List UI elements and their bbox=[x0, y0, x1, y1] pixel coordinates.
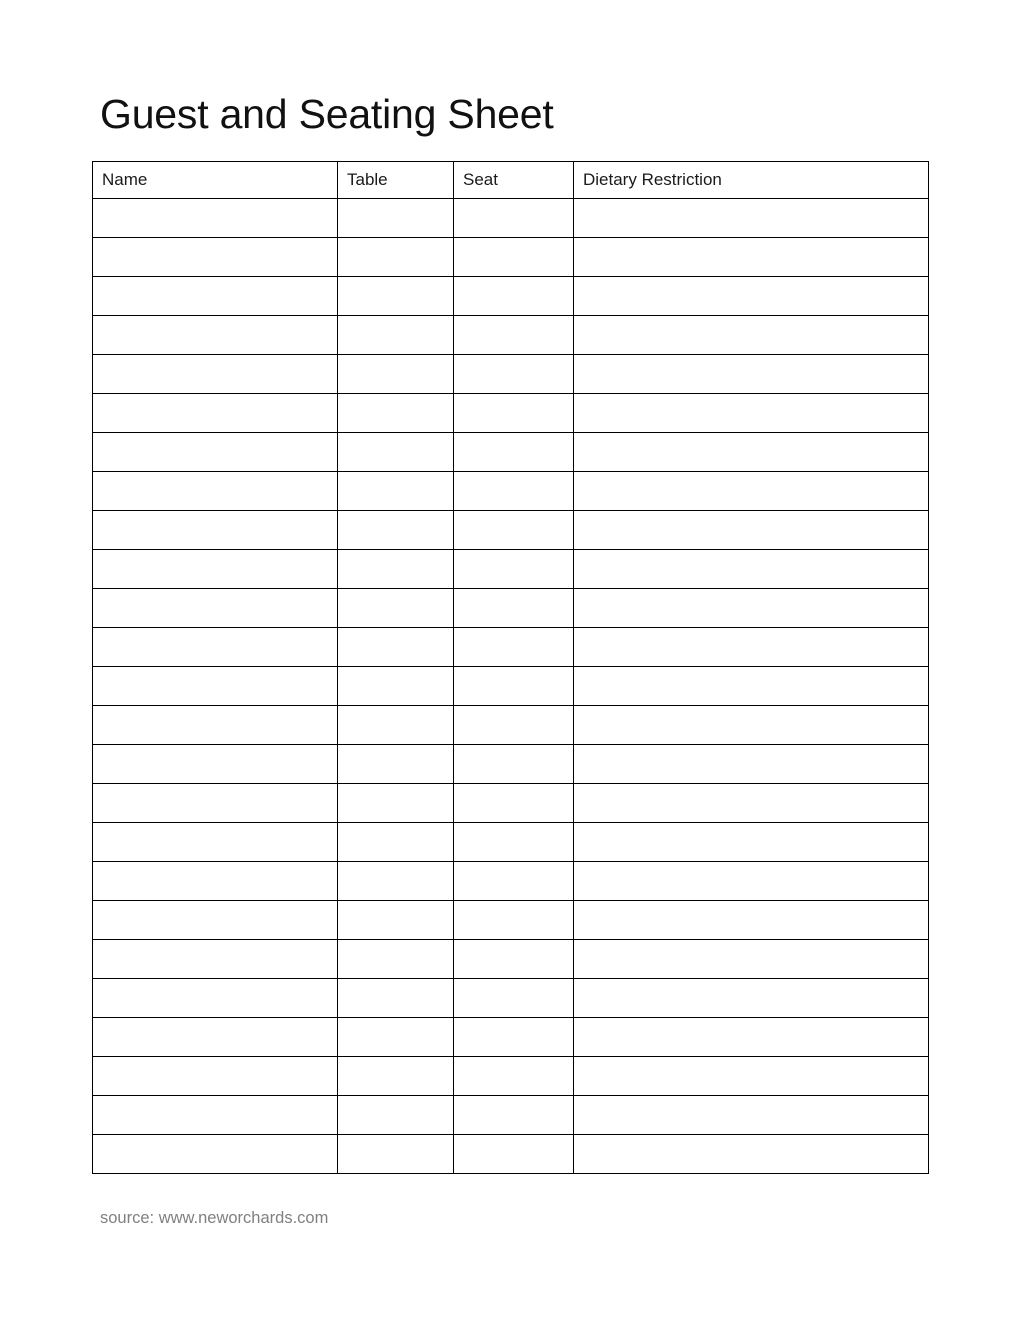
table-cell-dietary-restriction bbox=[574, 901, 929, 940]
table-cell-dietary-restriction bbox=[574, 862, 929, 901]
table-cell-name bbox=[93, 394, 338, 433]
table-cell-dietary-restriction bbox=[574, 277, 929, 316]
table-cell-seat bbox=[454, 589, 574, 628]
column-header-table: Table bbox=[338, 162, 454, 199]
table-cell-dietary-restriction bbox=[574, 979, 929, 1018]
table-cell-name bbox=[93, 979, 338, 1018]
table-cell-table bbox=[338, 394, 454, 433]
table-cell-seat bbox=[454, 1057, 574, 1096]
table-row bbox=[93, 667, 929, 706]
table-row bbox=[93, 862, 929, 901]
table-row bbox=[93, 979, 929, 1018]
table-cell-table bbox=[338, 940, 454, 979]
table-cell-table bbox=[338, 706, 454, 745]
table-cell-seat bbox=[454, 277, 574, 316]
page-title: Guest and Seating Sheet bbox=[100, 91, 554, 137]
table-cell-table bbox=[338, 823, 454, 862]
table-cell-dietary-restriction bbox=[574, 394, 929, 433]
table-cell-table bbox=[338, 667, 454, 706]
table-cell-seat bbox=[454, 1096, 574, 1135]
table-cell-table bbox=[338, 433, 454, 472]
table-cell-seat bbox=[454, 511, 574, 550]
table-cell-table bbox=[338, 238, 454, 277]
table-cell-seat bbox=[454, 901, 574, 940]
table-cell-dietary-restriction bbox=[574, 355, 929, 394]
table-row bbox=[93, 901, 929, 940]
table-cell-table bbox=[338, 199, 454, 238]
table-row bbox=[93, 1018, 929, 1057]
table-cell-table bbox=[338, 901, 454, 940]
table-cell-seat bbox=[454, 394, 574, 433]
table-cell-name bbox=[93, 316, 338, 355]
table-row bbox=[93, 277, 929, 316]
table-cell-dietary-restriction bbox=[574, 199, 929, 238]
table-cell-table bbox=[338, 1057, 454, 1096]
table-cell-name bbox=[93, 784, 338, 823]
table-cell-seat bbox=[454, 862, 574, 901]
table-cell-seat bbox=[454, 823, 574, 862]
table-cell-table bbox=[338, 1096, 454, 1135]
table-cell-seat bbox=[454, 784, 574, 823]
table-cell-table bbox=[338, 1135, 454, 1174]
table-cell-seat bbox=[454, 940, 574, 979]
table-cell-seat bbox=[454, 706, 574, 745]
table-cell-name bbox=[93, 706, 338, 745]
table-cell-dietary-restriction bbox=[574, 823, 929, 862]
table-cell-seat bbox=[454, 472, 574, 511]
table-cell-dietary-restriction bbox=[574, 511, 929, 550]
table-cell-name bbox=[93, 823, 338, 862]
table-cell-table bbox=[338, 745, 454, 784]
table-cell-name bbox=[93, 511, 338, 550]
table-row bbox=[93, 745, 929, 784]
column-header-seat: Seat bbox=[454, 162, 574, 199]
table-cell-dietary-restriction bbox=[574, 745, 929, 784]
table-cell-table bbox=[338, 1018, 454, 1057]
table-row bbox=[93, 1096, 929, 1135]
table-cell-name bbox=[93, 589, 338, 628]
table-cell-seat bbox=[454, 316, 574, 355]
table-cell-name bbox=[93, 901, 338, 940]
table-cell-dietary-restriction bbox=[574, 472, 929, 511]
table-cell-dietary-restriction bbox=[574, 784, 929, 823]
table-cell-table bbox=[338, 511, 454, 550]
table-row bbox=[93, 823, 929, 862]
table-cell-name bbox=[93, 1096, 338, 1135]
table-cell-name bbox=[93, 862, 338, 901]
table-cell-seat bbox=[454, 667, 574, 706]
table-row bbox=[93, 628, 929, 667]
table-cell-dietary-restriction bbox=[574, 550, 929, 589]
table-row bbox=[93, 355, 929, 394]
table-cell-name bbox=[93, 628, 338, 667]
table-row bbox=[93, 511, 929, 550]
table-cell-name bbox=[93, 1057, 338, 1096]
table-cell-name bbox=[93, 940, 338, 979]
table-cell-dietary-restriction bbox=[574, 706, 929, 745]
table-cell-seat bbox=[454, 1135, 574, 1174]
table-cell-table bbox=[338, 472, 454, 511]
table-cell-table bbox=[338, 784, 454, 823]
table-cell-seat bbox=[454, 979, 574, 1018]
table-cell-seat bbox=[454, 355, 574, 394]
table-row bbox=[93, 316, 929, 355]
table-row bbox=[93, 433, 929, 472]
table-cell-name bbox=[93, 199, 338, 238]
table-cell-name bbox=[93, 277, 338, 316]
table-cell-seat bbox=[454, 1018, 574, 1057]
table-row bbox=[93, 472, 929, 511]
table-cell-name bbox=[93, 550, 338, 589]
table-cell-table bbox=[338, 862, 454, 901]
table-cell-name bbox=[93, 745, 338, 784]
table-row bbox=[93, 550, 929, 589]
table-row bbox=[93, 238, 929, 277]
table-row bbox=[93, 706, 929, 745]
table-cell-dietary-restriction bbox=[574, 1135, 929, 1174]
table-cell-seat bbox=[454, 745, 574, 784]
table-cell-dietary-restriction bbox=[574, 316, 929, 355]
column-header-dietary-restriction: Dietary Restriction bbox=[574, 162, 929, 199]
table-cell-seat bbox=[454, 433, 574, 472]
table-cell-dietary-restriction bbox=[574, 238, 929, 277]
table-cell-dietary-restriction bbox=[574, 940, 929, 979]
guest-seating-table bbox=[92, 161, 929, 1174]
table-row bbox=[93, 199, 929, 238]
table-row bbox=[93, 1135, 929, 1174]
column-header-name: Name bbox=[93, 162, 338, 199]
table-cell-name bbox=[93, 667, 338, 706]
table-cell-table bbox=[338, 979, 454, 1018]
table-cell-dietary-restriction bbox=[574, 667, 929, 706]
table-cell-dietary-restriction bbox=[574, 589, 929, 628]
table-cell-dietary-restriction bbox=[574, 628, 929, 667]
table-cell-seat bbox=[454, 550, 574, 589]
table-cell-seat bbox=[454, 199, 574, 238]
table-cell-name bbox=[93, 355, 338, 394]
table-cell-dietary-restriction bbox=[574, 433, 929, 472]
table-row bbox=[93, 784, 929, 823]
table-cell-name bbox=[93, 433, 338, 472]
table-cell-dietary-restriction bbox=[574, 1018, 929, 1057]
table-cell-dietary-restriction bbox=[574, 1057, 929, 1096]
table-header-row bbox=[93, 162, 929, 199]
table-cell-table bbox=[338, 316, 454, 355]
table-cell-table bbox=[338, 628, 454, 667]
table-row bbox=[93, 589, 929, 628]
table-cell-table bbox=[338, 589, 454, 628]
source-note: source: www.neworchards.com bbox=[100, 1209, 329, 1227]
table-cell-name bbox=[93, 472, 338, 511]
table-row bbox=[93, 394, 929, 433]
table-cell-table bbox=[338, 277, 454, 316]
table-cell-name bbox=[93, 1135, 338, 1174]
table-cell-table bbox=[338, 550, 454, 589]
table-cell-seat bbox=[454, 628, 574, 667]
table-row bbox=[93, 1057, 929, 1096]
table-cell-table bbox=[338, 355, 454, 394]
table-cell-seat bbox=[454, 238, 574, 277]
table-cell-name bbox=[93, 1018, 338, 1057]
table-cell-name bbox=[93, 238, 338, 277]
table-row bbox=[93, 940, 929, 979]
table-cell-dietary-restriction bbox=[574, 1096, 929, 1135]
